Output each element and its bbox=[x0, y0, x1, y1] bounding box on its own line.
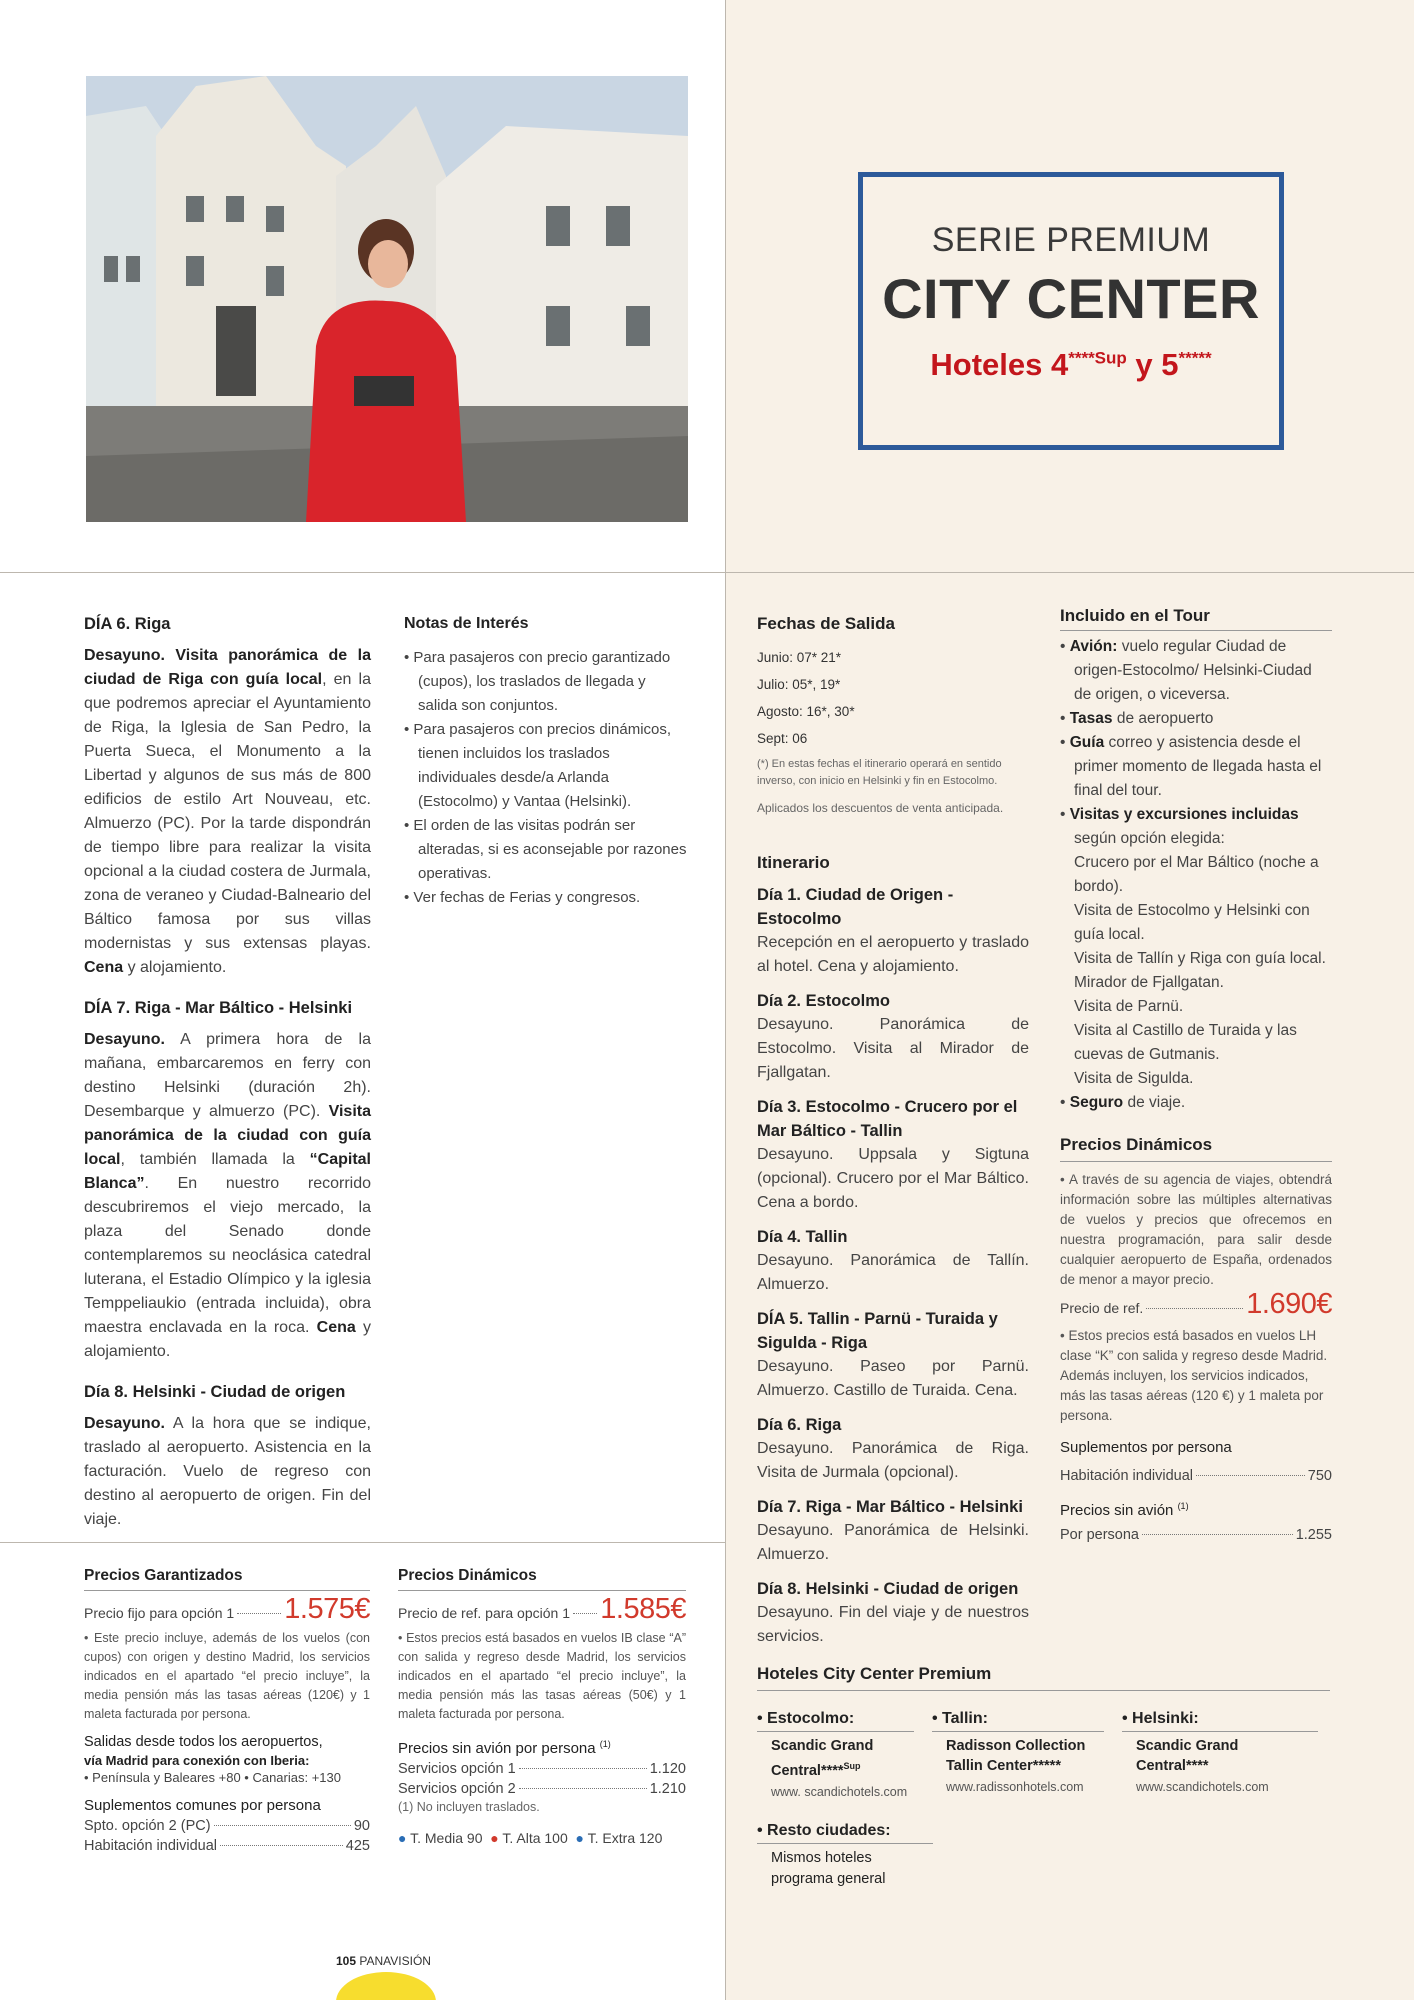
day7-text4: y alojamiento. bbox=[84, 1319, 371, 1360]
incluido-item: • Visitas y excursiones incluidas bbox=[1060, 806, 1299, 823]
itinerario-day bbox=[757, 1307, 1029, 1403]
day6-bold2: Cena bbox=[84, 959, 124, 976]
hotel-city: • Helsinki: bbox=[1122, 1707, 1318, 1732]
supl-comunes-title: Suplementos comunes por persona bbox=[84, 1797, 321, 1814]
resto-line-2: programa general bbox=[771, 1870, 886, 1887]
precios-garantizados-block bbox=[84, 1566, 370, 1856]
visita-item: Mirador de Fjallgatan. bbox=[1074, 974, 1224, 991]
itinerario-day-title: Día 1. Ciudad de Origen - Estocolmo bbox=[757, 886, 954, 928]
supl-persona-label: Habitación individual bbox=[1060, 1468, 1193, 1484]
resto-city: • Resto ciudades: bbox=[757, 1819, 933, 1844]
fechas-itinerario-column bbox=[757, 612, 1029, 1659]
note-item: • El orden de las visitas podrán ser alteradas, si es aconsejable por razones operativas. bbox=[404, 817, 687, 882]
itinerario-day bbox=[757, 989, 1029, 1085]
day7-text2: , también llamada la bbox=[120, 1151, 310, 1168]
badge-hoteles bbox=[863, 347, 1279, 383]
badge-hoteles-stars: ***** bbox=[1178, 348, 1212, 368]
day8-bold1: Desayuno. bbox=[84, 1415, 165, 1432]
sin-avion-right-sup: (1) bbox=[1177, 1501, 1189, 1511]
day8-title: Día 8. Helsinki - Ciudad de origen bbox=[84, 1383, 346, 1401]
season-3: T. Extra 120 bbox=[587, 1830, 663, 1846]
day6-title: DÍA 6. Riga bbox=[84, 615, 171, 633]
hotel-sup: Sup bbox=[843, 1761, 861, 1771]
visitas-list bbox=[1060, 827, 1332, 1091]
incluido-text: de viaje. bbox=[1123, 1094, 1186, 1111]
day7-text bbox=[84, 1028, 371, 1364]
itinerario-title: Itinerario bbox=[757, 853, 830, 872]
visita-item: Visita de Sigulda. bbox=[1074, 1070, 1194, 1087]
incluido-item: • Guía correo y asistencia desde el primer momento de llegada hasta el final del tour. bbox=[1060, 734, 1322, 799]
fecha-row: Agosto: 16*, 30* bbox=[757, 704, 855, 719]
badge-city-center: CITY CENTER bbox=[882, 267, 1260, 330]
serv-value: 1.210 bbox=[649, 1781, 686, 1797]
hotel-item bbox=[1122, 1707, 1318, 1803]
hotel-name-2: Central**** bbox=[1136, 1758, 1209, 1774]
badge-hoteles-a: Hoteles 4 bbox=[930, 347, 1069, 382]
note-text: Para pasajeros con precios dinámicos, tienen incluidos los traslados individuales desde/a Arlanda (Estocolmo) y Vantaa (Helsinki). bbox=[413, 721, 672, 810]
incluido-text: de aeropuerto bbox=[1112, 710, 1214, 727]
garantizados-price-label: Precio fijo para opción 1 bbox=[84, 1605, 235, 1621]
dinamicos-right-title: Precios Dinámicos bbox=[1060, 1133, 1332, 1162]
hotel-name bbox=[1122, 1736, 1318, 1776]
itinerario-day bbox=[757, 1413, 1029, 1485]
visita-item: Visita de Estocolmo y Helsinki con guía local. bbox=[1074, 902, 1310, 943]
itinerario-day-title: Día 8. Helsinki - Ciudad de origen bbox=[757, 1580, 1019, 1598]
itinerario-day-text: Desayuno. Panorámica de Tallín. Almuerzo. bbox=[757, 1252, 1029, 1293]
visitas-intro: según opción elegida: bbox=[1074, 830, 1225, 847]
hotel-name-2: Tallin Center***** bbox=[946, 1758, 1061, 1774]
season-legend bbox=[398, 1828, 686, 1848]
dots bbox=[1142, 1534, 1293, 1535]
itinerario-day-title: DÍA 5. Tallin - Parnü - Turaida y Sigulda - Riga bbox=[757, 1310, 998, 1352]
garantizados-note: • Este precio incluye, además de los vuelos (con cupos) con origen y destino Madrid, los servicios indicados en el apartado “el precio incluye”, la media pensión más las tasas aéreas (120€) y 1 maleta facturada por persona. bbox=[84, 1631, 370, 1721]
fecha-row: Sept: 06 bbox=[757, 731, 808, 746]
incluido-text: correo y asistencia desde el primer momento de llegada hasta el final del tour. bbox=[1074, 734, 1322, 799]
salidas-detail: • Península y Baleares +80 • Canarias: +130 bbox=[84, 1770, 341, 1785]
hotel-web: www.radissonhotels.com bbox=[946, 1780, 1084, 1794]
fechas-discount: Aplicados los descuentos de venta anticipada. bbox=[757, 801, 1004, 815]
dinamicos-right-price: 1.690€ bbox=[1246, 1288, 1332, 1320]
itinerario-day-text: Desayuno. Panorámica de Estocolmo. Visita al Mirador de Fjallgatan. bbox=[757, 1016, 1029, 1081]
dinamicos-right-price-row bbox=[1060, 1288, 1332, 1320]
dinamicos-left-price-row bbox=[398, 1593, 686, 1625]
serv-value: 1.120 bbox=[649, 1761, 686, 1777]
dot-red-icon: ● bbox=[490, 1830, 499, 1846]
visita-item: Visita al Castillo de Turaida y las cuevas de Gutmanis. bbox=[1074, 1022, 1297, 1063]
serie-premium-badge bbox=[858, 172, 1284, 450]
incluido-item: • Seguro de viaje. bbox=[1060, 1094, 1186, 1111]
por-persona-label: Por persona bbox=[1060, 1527, 1139, 1543]
dots bbox=[519, 1788, 647, 1789]
itinerario-day-text: Desayuno. Panorámica de Riga. Visita de Jurmala (opcional). bbox=[757, 1440, 1029, 1481]
serv-row bbox=[398, 1759, 686, 1779]
serv-label: Servicios opción 1 bbox=[398, 1761, 516, 1777]
day7-title: DÍA 7. Riga - Mar Báltico - Helsinki bbox=[84, 999, 353, 1017]
itinerario-day-title: Día 3. Estocolmo - Crucero por el Mar Báltico - Tallin bbox=[757, 1098, 1018, 1140]
incluido-bold: Guía bbox=[1069, 734, 1105, 751]
incluido-bold: Avión: bbox=[1069, 638, 1118, 655]
dots bbox=[1146, 1308, 1243, 1309]
serv-row bbox=[398, 1779, 686, 1799]
hotel-item bbox=[757, 1707, 914, 1803]
sin-avion-title-text: Precios sin avión por persona bbox=[398, 1740, 596, 1757]
itinerario-day-title: Día 2. Estocolmo bbox=[757, 992, 890, 1010]
supl-row bbox=[84, 1836, 370, 1856]
day-descriptions-column bbox=[84, 612, 371, 1532]
incluido-text: vuelo regular Ciudad de origen-Estocolmo/ Helsinki-Ciudad de origen, o viceversa. bbox=[1074, 638, 1312, 703]
dots bbox=[1196, 1475, 1305, 1476]
dinamicos-left-title: Precios Dinámicos bbox=[398, 1566, 686, 1591]
dinamicos-footnote: (1) No incluyen traslados. bbox=[398, 1800, 540, 1814]
itinerario-day bbox=[757, 1225, 1029, 1297]
supl-persona-title: Suplementos por persona bbox=[1060, 1439, 1232, 1456]
hotel-name-1: Scandic Grand bbox=[771, 1738, 874, 1754]
visita-item: Visita de Tallín y Riga con guía local. bbox=[1074, 950, 1326, 967]
itinerario-day-title: Día 7. Riga - Mar Báltico - Helsinki bbox=[757, 1498, 1023, 1516]
itinerario-day-text: Desayuno. Panorámica de Helsinki. Almuerzo. bbox=[757, 1522, 1029, 1563]
day6-bold1: Desayuno. Visita panorámica de la ciudad de Riga con guía local bbox=[84, 647, 371, 688]
itinerario-day bbox=[757, 1495, 1029, 1567]
note-text: Para pasajeros con precio garantizado (cupos), los traslados de llegada y salida son conjuntos. bbox=[413, 649, 671, 714]
hotel-name-2: Central**** bbox=[771, 1762, 844, 1779]
resto-ciudades bbox=[757, 1819, 933, 1890]
supl-label: Habitación individual bbox=[84, 1838, 217, 1854]
day7-bold2: Visita panorámica de la ciudad con guía local bbox=[84, 1103, 371, 1168]
dinamicos-left-note: • Estos precios está basados en vuelos IB clase “A” con salida y regreso desde Madrid, los servicios indicados en el apartado “el precio incluye”, la media pensión más las tasas aéreas (50€) y 1 maleta facturada por persona. bbox=[398, 1631, 686, 1721]
riga-photo bbox=[86, 76, 688, 522]
incluido-bold: Seguro bbox=[1069, 1094, 1124, 1111]
dots bbox=[573, 1613, 597, 1614]
incluido-bold: Visitas y excursiones incluidas bbox=[1069, 806, 1299, 823]
hotel-city-text: Estocolmo: bbox=[767, 1710, 855, 1727]
garantizados-price: 1.575€ bbox=[284, 1593, 370, 1625]
dots bbox=[214, 1825, 351, 1826]
day7-bold1: Desayuno. bbox=[84, 1031, 165, 1048]
day6-text2: y alojamiento. bbox=[123, 959, 227, 976]
itinerario-day bbox=[757, 1577, 1029, 1649]
resto-city-text: Resto ciudades: bbox=[767, 1821, 891, 1839]
day7-bold4: Cena bbox=[316, 1319, 356, 1336]
day7-text1: A primera hora de la mañana, embarcaremos en ferry con destino Helsinki (duración 2h). Desembarque y almuerzo (PC). bbox=[84, 1031, 371, 1120]
itinerario-day bbox=[757, 1095, 1029, 1215]
sin-avion-right-title bbox=[1060, 1494, 1332, 1523]
season-1: T. Media 90 bbox=[410, 1830, 483, 1846]
precios-dinamicos-left-block bbox=[398, 1566, 686, 1848]
yellow-circle-decoration bbox=[336, 1972, 436, 2000]
supl-persona-value: 750 bbox=[1307, 1468, 1332, 1484]
por-persona-row bbox=[1060, 1523, 1332, 1547]
note-item: • Ver fechas de Ferias y congresos. bbox=[404, 889, 641, 906]
incluido-item: • Avión: vuelo regular Ciudad de origen-Estocolmo/ Helsinki-Ciudad de origen, o viceversa. bbox=[1060, 638, 1312, 703]
brand-name: PANAVISIÓN bbox=[359, 1954, 431, 1968]
fechas-list bbox=[757, 644, 1029, 752]
hotel-item bbox=[932, 1707, 1104, 1803]
season-2: T. Alta 100 bbox=[502, 1830, 568, 1846]
hotel-city-text: Helsinki: bbox=[1132, 1710, 1199, 1727]
itinerario-day-text: Desayuno. Paseo por Parnü. Almuerzo. Castillo de Turaida. Cena. bbox=[757, 1358, 1029, 1399]
supl-label: Spto. opción 2 (PC) bbox=[84, 1818, 211, 1834]
dinamicos-right-price-label: Precio de ref. bbox=[1060, 1300, 1144, 1316]
itinerario-day bbox=[757, 883, 1029, 979]
hotel-city-text: Tallin: bbox=[942, 1710, 988, 1727]
fechas-note: (*) En estas fechas el itinerario operará en sentido inverso, con inicio en Helsinki y fin en Estocolmo. bbox=[757, 758, 1002, 787]
hotel-web: www. scandichotels.com bbox=[771, 1784, 908, 1799]
itinerario-list bbox=[757, 883, 1029, 1649]
salidas-title: Salidas desde todos los aeropuertos, bbox=[84, 1734, 323, 1750]
dot-blue-icon: ● bbox=[575, 1830, 585, 1846]
incluido-item: • Tasas de aeropuerto bbox=[1060, 710, 1214, 727]
itinerario-day-title: Día 6. Riga bbox=[757, 1416, 842, 1434]
hotel-name bbox=[757, 1736, 914, 1781]
sin-avion-sup: (1) bbox=[599, 1739, 611, 1749]
resto-line-1: Mismos hoteles bbox=[771, 1849, 872, 1866]
por-persona-value: 1.255 bbox=[1295, 1527, 1332, 1543]
note-text: Ver fechas de Ferias y congresos. bbox=[413, 889, 641, 906]
hotel-name-1: Scandic Grand bbox=[1136, 1738, 1239, 1754]
day7-bold3: “Capital Blanca” bbox=[84, 1151, 371, 1192]
divider-top bbox=[0, 572, 1414, 573]
day6-text bbox=[84, 644, 371, 980]
garantizados-price-row bbox=[84, 1593, 370, 1625]
supl-value: 90 bbox=[353, 1818, 370, 1834]
badge-hoteles-b: y 5 bbox=[1126, 347, 1179, 382]
dots bbox=[220, 1845, 343, 1846]
divider-bottom-left bbox=[0, 1542, 725, 1543]
itinerario-day-text: Desayuno. Fin del viaje y de nuestros servicios. bbox=[757, 1604, 1029, 1645]
hotel-city: • Tallin: bbox=[932, 1707, 1104, 1732]
page-footer bbox=[336, 1954, 431, 1968]
visita-item: Visita de Parnü. bbox=[1074, 998, 1184, 1015]
note-item: • Para pasajeros con precios dinámicos, tienen incluidos los traslados individuales desde/a Arlanda (Estocolmo) y Vantaa (Helsinki). bbox=[404, 721, 672, 810]
dots bbox=[237, 1613, 281, 1614]
incluido-column bbox=[1060, 604, 1332, 1547]
hoteles-block bbox=[757, 1662, 1330, 1890]
day6-text1: , en la que podremos apreciar el Ayuntamiento de Riga, la Iglesia de San Pedro, la Puerta Sueca, el Monumento a la Libertad y algunos de sus más de 800 edificios de estilo Art Nouveau, etc. Almuerzo (PC). Por la tarde dispondrán de tiempo libre para realizar la visita opcional a la ciudad costera de Jurmala, zona de veraneo y Ciudad-Balneario del Báltico famosa por sus villas modernistas y sus extensas playas. bbox=[84, 671, 371, 952]
hotel-name-1: Radisson Collection bbox=[946, 1738, 1086, 1754]
itinerario-day-title: Día 4. Tallin bbox=[757, 1228, 848, 1246]
supl-persona-row bbox=[1060, 1464, 1332, 1488]
hoteles-row bbox=[757, 1707, 1330, 1803]
fechas-title: Fechas de Salida bbox=[757, 614, 895, 633]
resto-text bbox=[757, 1848, 933, 1890]
day7-text3: . En nuestro recorrido descubriremos el viejo mercado, la plaza del Senado donde contemplaremos su neoclásica catedral luterana, el Estadio Olímpico y la iglesia Temppeliaukio (entrada incluida), obra maestra enclavada en la roca. bbox=[84, 1175, 371, 1336]
notes-title: Notas de Interés bbox=[404, 615, 529, 632]
day8-text1: A la hora que se indique, traslado al aeropuerto. Asistencia en la facturación. Vuelo de regreso con destino al aeropuerto de origen. Fin del viaje. bbox=[84, 1415, 371, 1528]
note-item: • Para pasajeros con precio garantizado (cupos), los traslados de llegada y salida son conjuntos. bbox=[404, 649, 671, 714]
incluido-bold: Tasas bbox=[1069, 710, 1113, 727]
salidas-sub: vía Madrid para conexión con Iberia: bbox=[84, 1753, 310, 1768]
garantizados-title: Precios Garantizados bbox=[84, 1566, 370, 1591]
dinamicos-right-intro: • A través de su agencia de viajes, obtendrá información sobre las múltiples alternativas de vuelos y precios que ofrecemos en nuestra programación, para salir desde cualquier aeropuerto de España, ordenados de menor a mayor precio. bbox=[1060, 1172, 1332, 1287]
badge-serie: SERIE PREMIUM bbox=[931, 221, 1211, 259]
page-number: 105 bbox=[336, 1954, 357, 1968]
sin-avion-title bbox=[398, 1734, 686, 1759]
dinamicos-left-price-label: Precio de ref. para opción 1 bbox=[398, 1605, 570, 1621]
dinamicos-right-note: • Estos precios está basados en vuelos LH clase “K” con salida y regreso desde Madrid. Además incluyen, los servicios indicados, más las tasas aéreas (120 €) y 1 maleta por persona. bbox=[1060, 1328, 1328, 1423]
visita-item: Crucero por el Mar Báltico (noche a bordo). bbox=[1074, 854, 1319, 895]
day8-text bbox=[84, 1412, 371, 1532]
supl-row bbox=[84, 1816, 370, 1836]
itinerario-day-text: Recepción en el aeropuerto y traslado al hotel. Cena y alojamiento. bbox=[757, 934, 1029, 975]
serv-label: Servicios opción 2 bbox=[398, 1781, 516, 1797]
sin-avion-right-text: Precios sin avión bbox=[1060, 1502, 1174, 1519]
hotel-name bbox=[932, 1736, 1104, 1776]
incluido-title: Incluido en el Tour bbox=[1060, 604, 1332, 631]
hotel-web: www.scandichotels.com bbox=[1136, 1780, 1269, 1794]
notes-column bbox=[404, 612, 688, 910]
supl-value: 425 bbox=[345, 1838, 370, 1854]
hotel-city: • Estocolmo: bbox=[757, 1707, 914, 1732]
fecha-row: Julio: 05*, 19* bbox=[757, 677, 841, 692]
dots bbox=[519, 1768, 647, 1769]
dot-blue-icon: ● bbox=[398, 1830, 407, 1846]
fecha-row: Junio: 07* 21* bbox=[757, 650, 842, 665]
note-text: El orden de las visitas podrán ser alteradas, si es aconsejable por razones operativas. bbox=[413, 817, 687, 882]
hoteles-title: Hoteles City Center Premium bbox=[757, 1662, 1330, 1691]
itinerario-day-text: Desayuno. Uppsala y Sigtuna (opcional). Crucero por el Mar Báltico. Cena a bordo. bbox=[757, 1146, 1029, 1211]
badge-hoteles-sup: ****Sup bbox=[1068, 348, 1127, 368]
dinamicos-left-price: 1.585€ bbox=[600, 1593, 686, 1625]
